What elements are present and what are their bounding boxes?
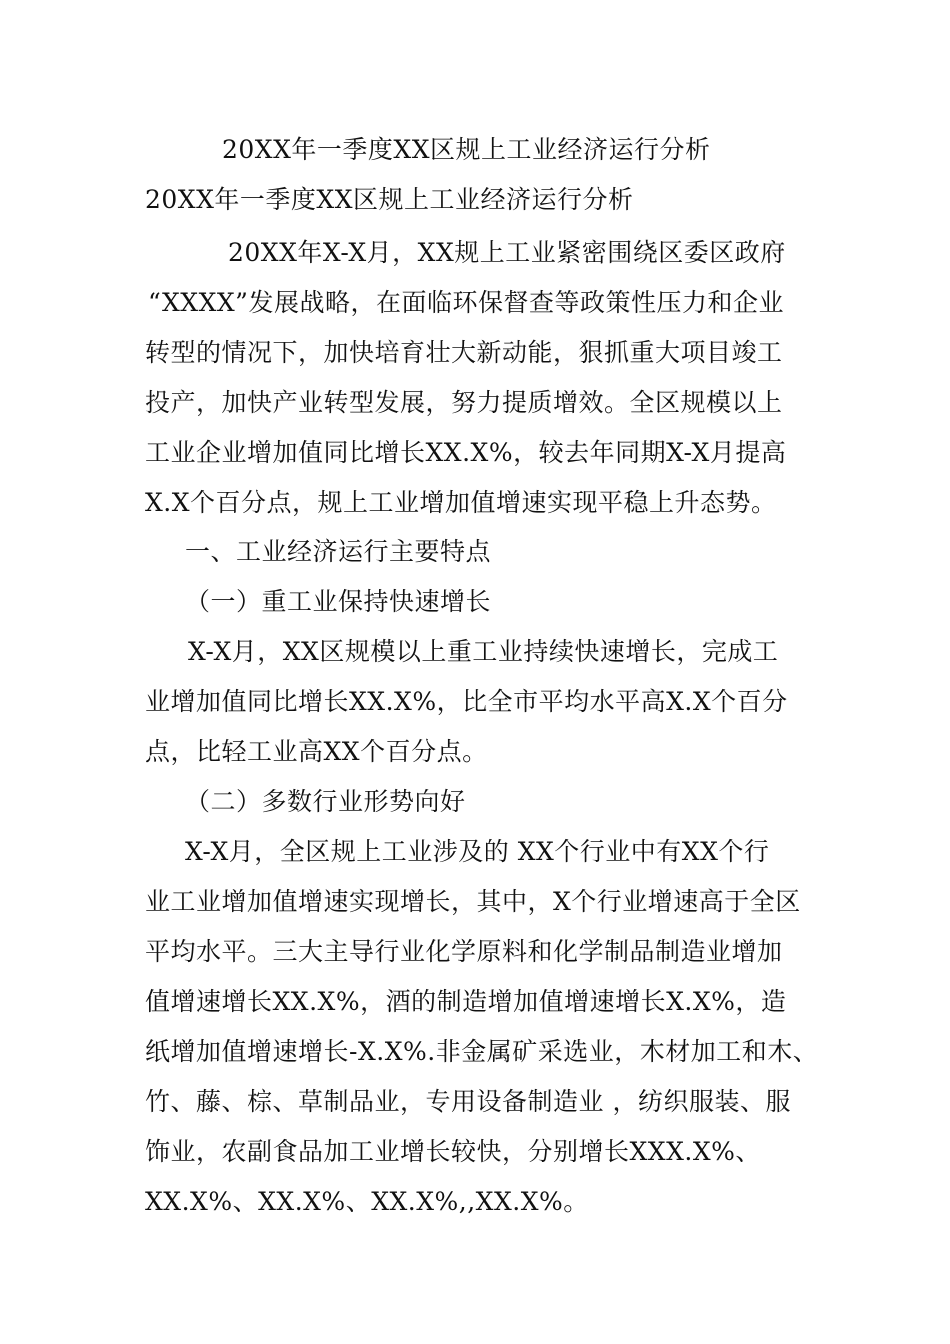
- document-title: 20XX年一季度XX区规上工业经济运行分析: [222, 135, 711, 164]
- section-heading-1: 一、工业经济运行主要特点: [185, 537, 492, 566]
- subsection-2-line-6: 竹、藤、棕、草制品业，专用设备制造业 ，纺织服装、服: [145, 1087, 791, 1116]
- subsection-2-line-2: 业工业增加值增速实现增长，其中，X个行业增速高于全区: [145, 887, 801, 916]
- intro-line-6: X.X个百分点，规上工业增加值增速实现平稳上升态势。: [145, 488, 777, 517]
- subsection-heading-1: （一）重工业保持快速增长: [185, 587, 492, 616]
- intro-line-1: 20XX年X-X月，XX规上工业紧密围绕区委区政府: [228, 238, 786, 267]
- intro-line-2: “XXXX”发展战略，在面临环保督查等政策性压力和企业: [148, 288, 784, 317]
- subsection-2-line-8: XX.X%、XX.X%、XX.X%,,XX.X%。: [145, 1187, 589, 1216]
- document-subtitle: 20XX年一季度XX区规上工业经济运行分析: [145, 185, 634, 214]
- intro-line-4: 投产，加快产业转型发展，努力提质增效。全区规模以上: [145, 388, 783, 417]
- subsection-2-line-3: 平均水平。三大主导行业化学原料和化学制品制造业增加: [145, 937, 783, 966]
- subsection-2-line-7: 饰业，农副食品加工业增长较快，分别增长XXX.X%、: [145, 1137, 761, 1166]
- intro-line-5: 工业企业增加值同比增长XX.X%，较去年同期X-X月提高: [145, 438, 787, 467]
- subsection-1-line-1: X-X月，XX区规模以上重工业持续快速增长，完成工: [188, 637, 779, 666]
- subsection-2-line-4: 值增速增长XX.X%，酒的制造增加值增速增长X.X%，造: [145, 987, 787, 1016]
- subsection-2-line-1: X-X月，全区规上工业涉及的 XX个行业中有XX个行: [185, 837, 770, 866]
- subsection-1-line-2: 业增加值同比增长XX.X%，比全市平均水平高X.X个百分: [145, 687, 788, 716]
- subsection-heading-2: （二）多数行业形势向好: [185, 787, 466, 816]
- subsection-1-line-3: 点，比轻工业高XX个百分点。: [145, 737, 488, 766]
- intro-line-3: 转型的情况下，加快培育壮大新动能，狠抓重大项目竣工: [145, 338, 783, 367]
- subsection-2-line-5: 纸增加值增速增长-X.X%.非金属矿采选业，木材加工和木、: [145, 1037, 819, 1066]
